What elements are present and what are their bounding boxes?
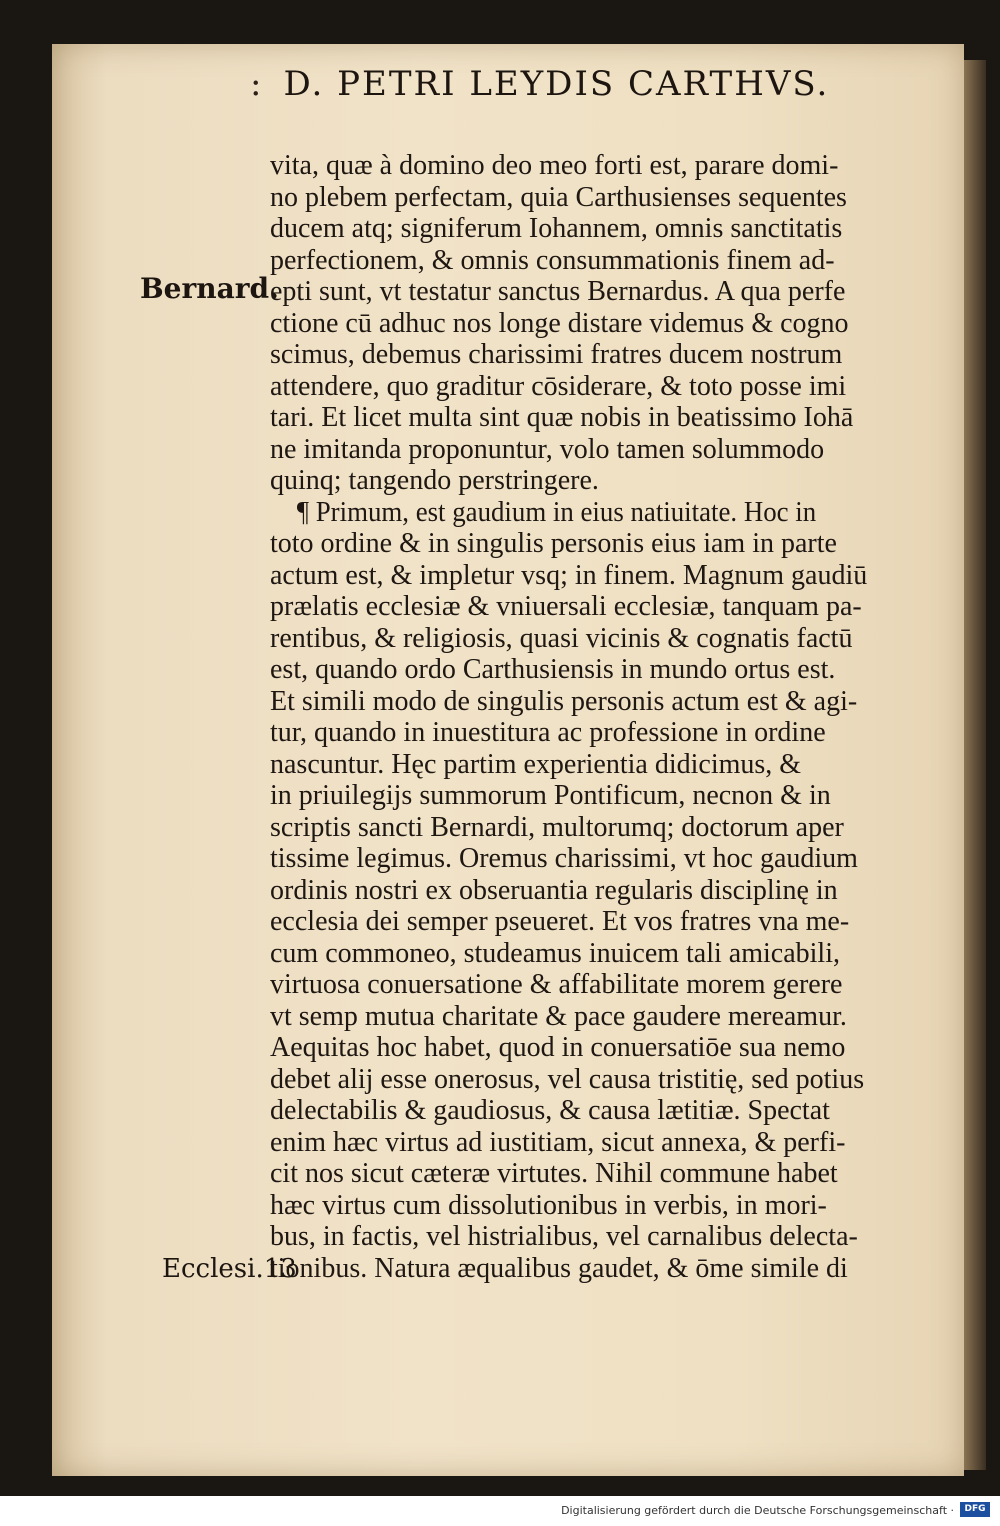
text-line: Aequitas hoc habet, quod in conuersatiōe sua nemo (270, 1032, 846, 1063)
text-line: est, quando ordo Carthusiensis in mundo ortus est. (270, 654, 836, 685)
text-line: Et simili modo de singulis personis actum est & agi- (270, 685, 858, 717)
running-head (250, 64, 930, 104)
text-line: ne imitanda proponuntur, volo tamen solummodo (270, 433, 825, 465)
running-head-title: D. PETRI LEYDIS CARTHVS. (283, 64, 830, 104)
text-line: scriptis sancti Bernardi, multorumq; doctorum aper (270, 811, 844, 843)
text-line: toto ordine & in singulis personis eius iam in parte (270, 528, 837, 559)
text-line: tari. Et licet multa sint quæ nobis in beatissimo Iohā (270, 402, 854, 433)
text-line: epti sunt, vt testatur sanctus Bernardus. A qua perfe (270, 276, 846, 307)
text-line: ecclesia dei semper pseueret. Et vos fratres vna me- (270, 906, 850, 937)
text-line: quinq; tangendo perstringere. (270, 465, 599, 496)
text-line: ctione cū adhuc nos longe distare videmus & cogno (270, 307, 849, 339)
text-line: bus, in factis, vel histrialibus, vel carnalibus delecta- (270, 1221, 858, 1252)
text-line: actum est, & impletur vsq; in finem. Magnum gaudiū (270, 559, 868, 591)
text-line: cum commoneo, studeamus inuicem tali amicabili, (270, 937, 840, 969)
text-line: attendere, quo graditur cōsiderare, & toto posse imi (270, 370, 847, 402)
text-line: debet alij esse onerosus, vel causa tristitię, sed potius (270, 1063, 865, 1095)
text-line: in priuilegijs summorum Pontificum, necnon & in (270, 780, 831, 811)
text-line: rentibus, & religiosis, quasi vicinis & cognatis factū (270, 622, 853, 654)
body-text (270, 150, 960, 1284)
page-edge (964, 60, 986, 1470)
footer-bar (0, 1496, 1000, 1526)
text-line: tionibus. Natura æqualibus gaudet, & ōme simile di (270, 1252, 848, 1284)
text-line: ¶ Primum, est gaudium in eius natiuitate. Hoc in (296, 496, 817, 528)
margin-note-ecclesi: Ecclesi.13 (162, 1254, 297, 1284)
text-line: ducem atq; signiferum Iohannem, omnis sanctitatis (270, 213, 843, 244)
text-line: nascuntur. Hęc partim experientia didicimus, & (270, 748, 802, 780)
text-line: vt semp mutua charitate & pace gaudere mereamur. (270, 1000, 847, 1032)
running-head-mark: : (250, 64, 264, 104)
text-line: delectabilis & gaudiosus, & causa lætitiæ. Spectat (270, 1095, 830, 1126)
text-line: virtuosa conuersatione & affabilitate morem gerere (270, 969, 843, 1000)
text-line: perfectionem, & omnis consummationis finem ad- (270, 244, 835, 276)
text-line: prælatis ecclesiæ & vniuersali ecclesiæ, tanquam pa- (270, 591, 862, 622)
text-line: vita, quæ à domino deo meo forti est, parare domi- (270, 150, 839, 181)
dfg-logo: DFG (960, 1502, 990, 1517)
text-line: cit nos sicut cæteræ virtutes. Nihil commune habet (270, 1158, 838, 1189)
margin-note-bernard: Bernard. (140, 272, 279, 305)
text-line: enim hæc virtus ad iustitiam, sicut annexa, & perfi- (270, 1126, 846, 1158)
text-line: scimus, debemus charissimi fratres ducem nostrum (270, 339, 843, 370)
text-line: ordinis nostri ex obseruantia regularis disciplinę in (270, 874, 838, 906)
text-line: hæc virtus cum dissolutionibus in verbis, in mori- (270, 1189, 827, 1221)
text-line: tissime legimus. Oremus charissimi, vt hoc gaudium (270, 843, 858, 874)
text-line: no plebem perfectam, quia Carthusienses sequentes (270, 181, 847, 213)
footer-credit: Digitalisierung gefördert durch die Deutsche Forschungsgemeinschaft · (561, 1504, 954, 1517)
text-line: tur, quando in inuestitura ac professione in ordine (270, 717, 826, 748)
